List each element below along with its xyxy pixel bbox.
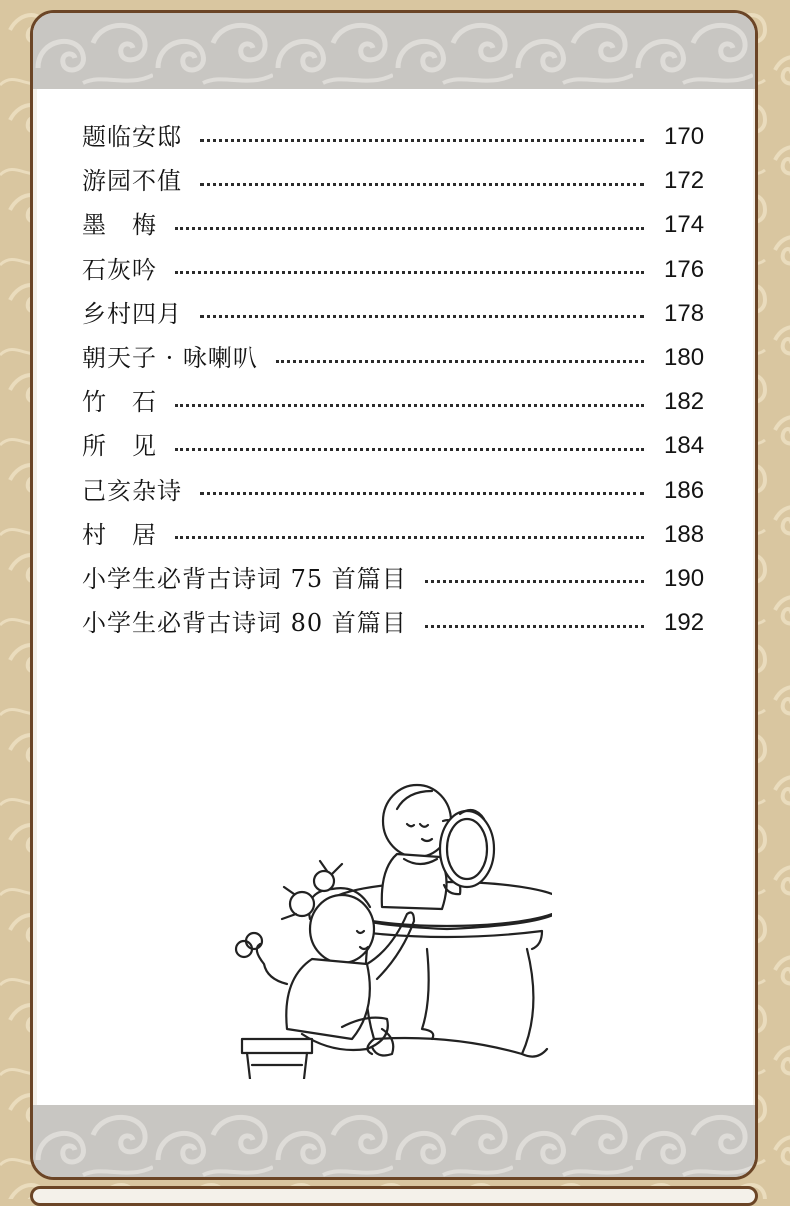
toc-entry[interactable] [82, 203, 705, 247]
table-leg [522, 949, 547, 1057]
toc-entry-title: 己亥杂诗 [82, 476, 182, 505]
toc-entry-page: 188 [664, 520, 705, 548]
toc-entry-title: 墨 梅 [82, 211, 157, 240]
toc-entry-title: 题临安邸 [82, 123, 182, 152]
toc-entry-page: 178 [664, 299, 705, 327]
toc-entry-title: 小学生必背古诗词 75 首篇目 [82, 564, 407, 593]
toc-entry-title: 所 见 [82, 432, 157, 461]
toc-page [37, 89, 753, 1105]
content-frame [30, 10, 758, 1180]
top-decorative-band [33, 13, 755, 89]
toc-entry[interactable] [82, 557, 705, 601]
toc-entry[interactable] [82, 115, 705, 159]
dot-leader [175, 225, 644, 230]
rattle-ring [236, 941, 252, 957]
toc-entry-title: 小学生必背古诗词 80 首篇目 [82, 609, 407, 638]
table-base-ring [374, 1038, 522, 1054]
round-table-band [352, 931, 542, 949]
table-of-contents [82, 115, 705, 645]
girl-body [286, 959, 370, 1039]
toc-entry-page: 186 [664, 476, 705, 504]
dot-leader [175, 446, 644, 451]
toc-entry[interactable] [82, 513, 705, 557]
toc-entry-title: 石灰吟 [82, 255, 157, 284]
toc-entry[interactable] [82, 336, 705, 380]
toc-entry-title: 游园不值 [82, 167, 182, 196]
dot-leader [276, 358, 644, 363]
toc-entry-page: 180 [664, 344, 705, 372]
dot-leader [175, 269, 644, 274]
toc-entry[interactable] [82, 424, 705, 468]
girl-head [310, 895, 374, 963]
dot-leader [425, 623, 644, 628]
dot-leader [200, 490, 644, 495]
table-leg [422, 949, 433, 1039]
bottom-decorative-band [33, 1105, 755, 1177]
toc-entry-page: 176 [664, 255, 705, 283]
toc-entry[interactable] [82, 469, 705, 513]
small-stool-top [242, 1039, 312, 1053]
next-frame-edge [30, 1186, 758, 1206]
toc-entry-page: 170 [664, 123, 705, 151]
toc-entry-page: 172 [664, 167, 705, 195]
dot-leader [200, 181, 644, 186]
toc-entry-page: 190 [664, 564, 705, 592]
toc-entry-page: 184 [664, 432, 705, 460]
toc-entry-page: 192 [664, 609, 705, 637]
small-stool-legs [247, 1053, 307, 1079]
toc-entry-title: 竹 石 [82, 388, 157, 417]
dot-leader [175, 534, 644, 539]
toc-entry-title: 乡村四月 [82, 299, 182, 328]
toc-entry-page: 174 [664, 211, 705, 239]
dot-leader [175, 402, 644, 407]
toc-entry[interactable] [82, 159, 705, 203]
dot-leader [200, 313, 644, 318]
toc-entry-title: 村 居 [82, 520, 157, 549]
dot-leader [200, 137, 644, 142]
toc-entry-page: 182 [664, 388, 705, 416]
rattle-ring [246, 933, 262, 949]
girl-hair-bun [290, 892, 314, 916]
toc-entry[interactable] [82, 248, 705, 292]
toc-entry-title: 朝天子 · 咏喇叭 [82, 344, 258, 373]
children-illustration [192, 709, 552, 1079]
toc-entry[interactable] [82, 601, 705, 645]
dot-leader [425, 578, 644, 583]
toc-entry[interactable] [82, 292, 705, 336]
toc-entry[interactable] [82, 380, 705, 424]
